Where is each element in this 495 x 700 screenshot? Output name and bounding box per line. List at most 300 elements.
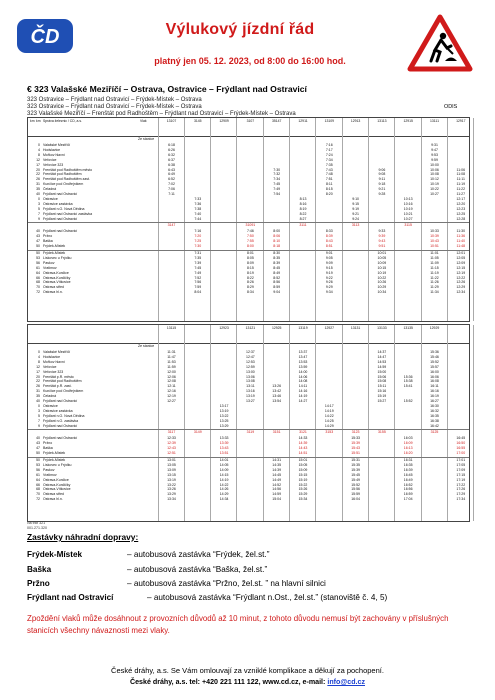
time-cell: 12:19 [167,394,176,399]
time-cell: 14:29 [324,423,334,428]
km-cell: 22 [36,172,40,177]
km-cell: 72 [36,497,40,502]
station-name: Frýdlant nad Ostravicí [43,192,78,196]
km-cell: 26 [36,384,40,389]
time-cell: 16:20 [403,451,413,456]
odis-label: ODIS [444,104,458,110]
time-cell: 16:50 [456,441,466,446]
time-cell: 11:15 [430,265,439,270]
train-number: 35147 [271,119,282,123]
train-number: 12927 [324,326,335,330]
time-cell: 15:15 [298,472,308,477]
time-cell: 12:00 [167,369,176,374]
km-cell: 53 [36,462,40,467]
time-cell: 15:52 [430,359,439,364]
time-cell: 9:47 [431,147,438,152]
direction-label: Ze stanice [138,344,155,348]
time-cell: 9:15 [325,265,333,270]
time-cell: 6:37 [168,157,175,162]
roadwork-warning-icon [407,14,473,72]
time-cell: 12:08 [167,379,176,384]
time-cell: 8:22 [246,275,254,280]
station-name: Ostravice [43,403,58,408]
station-name: Kunčice pod Ondřejníkem [43,182,84,187]
contact-text: České dráhy, a.s. tel: +420 221 111 122, www.cd.cz, e-mail: [129,678,328,686]
route-subline: 323 Ostravice – Frýdlant nad Ostravicí – Frýdek-Místek – Ostrava [27,104,202,110]
time-cell: 16:55 [456,446,466,451]
time-cell: 15:51 [351,451,360,456]
time-cell: 17:09 [456,467,466,472]
time-cell: 9:33 [378,229,386,234]
km-cell: 47 [36,239,40,244]
time-cell: 12:28 [456,216,466,221]
time-cell: 12:33 [167,436,176,441]
time-cell: 8:11 [326,182,333,187]
time-cell: 13:09 [167,467,176,472]
time-cell: 7:43 [325,167,333,172]
time-cell: 7:48 [325,172,333,177]
station-name: Vratimov [43,265,57,270]
time-cell: 7:38 [194,206,202,211]
bus-train-number: 3117 [167,430,176,435]
time-cell: 16:35 [403,462,413,467]
station-name: Pržno [43,234,53,239]
time-cell: 10:16 [403,201,413,206]
time-cell: 13:19 [246,394,255,399]
time-cell: 11:36 [456,234,466,239]
station-name: Frenštát pod Radhoštěm [43,172,82,177]
time-cell: 16:13 [403,446,413,451]
time-cell: 9:21 [352,211,359,216]
station-name: Ostrava hl.n. [43,497,63,502]
km-label: km [30,119,35,123]
time-cell: 13:33 [219,436,229,441]
time-cell: 7:11 [168,192,175,196]
time-cell: 11:08 [456,172,466,177]
time-cell: 7:35 [325,162,333,167]
time-cell: 14:37 [377,350,387,354]
time-cell: 11:06 [456,167,466,172]
time-cell: 9:09 [325,260,333,265]
km-cell: 66 [36,275,40,280]
km-cell: 0 [38,350,40,354]
station-name: Frýdlant n.O. Nová Dědina [43,206,85,211]
time-cell: 13:27 [246,399,255,403]
time-cell: 12:39 [167,441,176,446]
km-cell: 64 [36,477,40,482]
station-name: Frýdlant nad Ostravicí [43,399,78,403]
bus-train-number: 3151 [272,430,281,435]
time-cell: 8:56 [273,280,281,285]
km-cell: 12 [36,364,40,369]
km-cell: 3 [38,201,40,206]
time-cell: 15:08 [377,379,387,384]
time-cell: 15:34 [298,497,308,502]
time-cell: 9:51 [378,244,386,249]
station-name: Ostravice [43,196,58,201]
station-name: Veřovice 323 [43,369,64,374]
time-cell: 17:29 [456,492,466,497]
km-cell: 68 [36,280,40,285]
email-link[interactable]: info@cd.cz [327,678,366,686]
timetable-header [28,118,469,137]
time-cell: 8:43 [325,239,333,244]
time-cell: 9:10 [352,196,359,201]
time-cell: 11:22 [430,275,439,280]
time-cell: 16:08 [430,379,439,384]
time-cell: 8:19 [299,206,307,211]
km-cell: 68 [36,487,40,492]
train-number: 13119 [298,326,308,330]
route-subline: 323 Ostravice – Frýdlant nad Ostravicí – Frýdek-Místek – Ostrava [27,97,202,103]
time-cell: 15:45 [351,472,360,477]
time-cell: 14:08 [298,379,308,384]
time-cell: 12:47 [246,354,255,359]
time-cell: 10:51 [430,244,439,249]
time-cell: 8:00 [273,229,281,234]
contact-line [0,678,495,686]
table-row [28,451,469,456]
time-cell: 12:25 [456,211,466,216]
time-cell: 7:30 [194,244,202,249]
time-cell: 14:17 [324,403,334,408]
time-cell: 16:31 [403,458,413,462]
time-cell: 8:35 [273,255,281,260]
station-name: Ostrava střed [43,285,65,290]
time-cell: 8:10 [273,239,281,244]
table-row [28,497,469,502]
km-cell: 20 [36,167,40,172]
time-cell: 16:30 [430,403,439,408]
time-cell: 14:49 [272,477,282,482]
station-name: Frýdlant nad Ostravicí [43,436,78,441]
time-cell: 14:39 [272,467,282,472]
station-name: Frýdek-Místek [43,244,66,249]
time-cell: 15:57 [430,364,439,369]
train-number: 13133 [377,326,387,330]
time-cell: 10:43 [430,239,439,244]
station-name: Frenštát pod Radhoštěm město [43,167,93,172]
km-cell: 31 [36,182,40,187]
stop-description: – autobusová zastávka “Frýdlant n.Ost., žel.st.” (stanoviště č. 4, 5) [147,593,388,602]
km-cell: 7 [38,418,40,423]
time-cell: 10:21 [403,211,413,216]
time-cell: 11:01 [430,251,439,255]
km-cell: 9 [38,216,40,221]
bus-train-number: 3119 [246,430,255,435]
time-cell: 16:32 [430,408,439,413]
train-number: 13111 [430,119,439,123]
time-cell: 14:27 [298,399,308,403]
time-cell: 10:13 [403,196,413,201]
time-cell: 7:25 [194,239,202,244]
time-cell: 12:16 [167,389,176,394]
time-cell: 15:59 [351,492,360,497]
km-cell: 66 [36,482,40,487]
station-name: Kunčice pod Ondřejníkem [43,389,84,394]
train-number: 13109 [324,119,335,123]
timetable-bottom [27,324,470,522]
time-cell: 8:45 [273,265,281,270]
time-cell: 13:17 [219,403,229,408]
logo-text: ČD [30,26,60,48]
time-cell: 7:24 [325,152,333,157]
time-cell: 15:36 [403,374,413,379]
time-cell: 10:12 [430,177,439,182]
km-cell: 40 [36,192,40,196]
time-cell: 11:31 [167,350,176,354]
time-cell: 6:32 [168,152,175,157]
station-name: Veřovice 323 [43,162,64,167]
time-cell: 10:19 [430,182,439,187]
station-name: Frýdek-Místek [43,251,66,255]
time-cell: 16:19 [430,394,439,399]
time-cell: 14:11 [298,384,308,389]
time-cell: 7:16 [325,143,333,147]
train-number: 12913 [350,119,361,123]
direction-label: Ze stanice [138,137,155,141]
time-cell: 14:39 [298,441,308,446]
station-name: Valašské Meziříčí [43,350,71,354]
time-cell: 12:59 [246,364,255,369]
station-name: Frenštát p.R. město [43,374,74,379]
time-cell: 12:29 [456,285,466,290]
time-cell: 16:09 [403,441,413,446]
time-cell: 16:45 [403,472,413,477]
time-cell: 7:02 [168,182,175,187]
station-name: Frýdlant nad Ostravicí [43,229,78,234]
time-cell: 9:04 [273,290,281,295]
time-cell: 8:39 [325,234,333,239]
km-cell: 50 [36,451,40,456]
time-cell: 14:33 [298,436,308,441]
train-number: 12915 [403,119,413,123]
time-cell: 7:17 [325,147,333,152]
stop-name: Pržno [27,579,50,588]
time-cell: 12:22 [456,275,466,280]
bus-train-number: 3115 [404,223,412,228]
time-cell: 14:22 [219,482,229,487]
time-cell: 8:04 [194,290,202,295]
time-cell: 14:59 [272,492,282,497]
time-cell: 14:52 [272,482,282,487]
train-number: 13115 [166,326,177,330]
time-cell: 16:49 [403,477,413,482]
time-cell: 11:22 [456,187,466,192]
km-cell: 22 [36,379,40,384]
time-cell: 15:26 [298,487,308,492]
km-cell: 8 [38,152,40,157]
km-cell: 43 [36,441,40,446]
time-cell: 12:17 [456,196,466,201]
time-cell: 17:15 [456,472,466,477]
station-name: Hodslavice [43,147,61,152]
time-cell: 15:31 [351,458,360,462]
km-cell: 7 [38,211,40,216]
time-cell: 8:52 [273,275,281,280]
time-cell: 15:01 [298,458,308,462]
time-cell: 15:35 [351,462,360,467]
time-cell: 17:05 [456,462,466,467]
time-cell: 8:15 [246,265,254,270]
km-label: km [36,119,41,123]
time-cell: 14:19 [219,477,229,482]
time-cell: 10:19 [377,270,387,275]
km-cell: 72 [36,290,40,295]
station-name: Ostrava-Vítkovice [43,487,71,492]
time-cell: 14:19 [298,394,308,399]
time-cell: 14:45 [272,472,282,477]
time-cell: 7:44 [194,216,202,221]
station-name: Valašské Meziříčí [43,143,71,147]
bus-train-number: 3147 [167,223,176,228]
time-cell: 8:01 [246,251,254,255]
time-cell: 17:22 [456,482,466,487]
time-cell: 7:39 [194,260,202,265]
station-name: Paskov [43,260,55,265]
time-cell: 8:19 [246,270,254,275]
time-cell: 12:23 [456,206,466,211]
time-cell: 12:09 [456,260,466,265]
time-cell: 10:34 [377,290,387,295]
time-cell: 13:08 [246,379,255,384]
time-cell: 14:00 [298,369,308,374]
time-cell: 15:39 [351,467,360,472]
station-name: Ostravice zastávka [43,201,73,206]
train-number: 3107 [246,119,255,123]
train-number: 13121 [245,326,256,330]
km-cell: 61 [36,472,40,477]
time-cell: 8:09 [246,260,254,265]
time-cell: 7:45 [194,265,202,270]
train-number: 13107 [166,119,177,123]
time-cell: 12:15 [456,265,466,270]
time-cell: 15:36 [430,350,439,354]
train-number: 13131 [350,326,361,330]
time-cell: 16:03 [403,436,413,441]
time-cell: 7:16 [194,229,202,234]
time-cell: 7:49 [194,270,202,275]
time-cell: 12:19 [456,270,466,275]
bus-train-number: 3149 [193,430,202,435]
km-cell: 26 [36,177,40,182]
time-cell: 15:04 [272,497,282,502]
time-cell: 14:51 [298,451,308,456]
stop-name: Frýdek-Místek [27,550,83,559]
time-cell: 13:05 [167,462,176,467]
time-cell: 13:19 [167,477,176,482]
time-cell: 13:51 [219,451,229,456]
time-cell: 17:26 [456,487,466,492]
time-cell: 13:15 [167,472,176,477]
station-name: Frýdlant n.O. Nová Dědina [43,413,85,418]
time-cell: 8:06 [273,234,281,239]
train-number: 13113 [377,119,387,123]
station-name: Frenštát pod Radhoštěm zast. [43,177,90,182]
bus-train-number: 3125 [430,430,439,435]
time-cell: 9:59 [431,157,438,162]
time-cell: 12:01 [456,251,466,255]
time-cell: 12:20 [456,201,466,206]
train-number: 12925 [271,326,282,330]
time-cell: 7:33 [194,196,202,201]
time-cell: 13:34 [167,497,176,502]
time-cell: 9:21 [378,187,386,192]
time-cell: 8:13 [299,196,307,201]
time-cell: 14:35 [272,462,282,467]
station-name: Veřovice [43,157,57,162]
km-cell: 56 [36,260,40,265]
km-cell: 47 [36,446,40,451]
km-cell: 50 [36,458,40,462]
time-cell: 13:37 [298,350,308,354]
time-cell: 16:06 [430,374,439,379]
time-cell: 7:36 [194,201,202,206]
cd-logo [16,18,74,54]
time-cell: 13:11 [246,384,255,389]
km-cell: 4 [38,147,40,152]
time-cell: 15:11 [377,384,387,389]
station-name: Vratimov [43,472,57,477]
time-cell: 13:53 [298,359,308,364]
km-cell: 31 [36,389,40,394]
time-cell: 7:59 [194,285,202,290]
station-name: Baška [43,239,53,244]
time-cell: 8:05 [246,255,254,260]
station-name: Frýdek-Místek [43,458,66,462]
km-cell: 43 [36,234,40,239]
replacement-bus-row [28,223,469,228]
time-cell: 13:26 [167,487,176,492]
time-cell: 9:26 [325,280,333,285]
km-cell: 50 [36,251,40,255]
time-cell: 7:45 [273,182,281,187]
time-cell: 17:34 [456,497,466,502]
replacement-bus-row [28,430,469,435]
station-name: Baška [43,446,53,451]
station-name: Pržno [43,441,53,446]
time-cell: 13:29 [219,423,229,428]
table-row [28,217,469,222]
time-cell: 8:27 [299,216,307,221]
time-cell: 12:26 [456,280,466,285]
time-cell: 9:15 [352,201,359,206]
time-cell: 7:55 [246,239,254,244]
time-cell: 10:29 [377,285,387,290]
time-cell: 15:27 [377,399,387,403]
direction-row [28,137,469,142]
time-cell: 15:39 [351,441,360,446]
time-cell: 15:29 [298,492,308,497]
time-cell: 15:16 [377,389,387,394]
stop-name: Frýdlant nad Ostravicí [27,593,114,602]
table-row [28,290,469,295]
time-cell: 14:01 [219,458,229,462]
time-cell: 14:06 [298,374,308,379]
time-cell: 9:29 [325,285,333,290]
time-cell: 15:49 [351,477,360,482]
operator-label: Správa železnic / CD, a.s. [43,119,83,123]
time-cell: 7:34 [325,157,333,162]
time-cell: 14:25 [324,418,334,423]
time-cell: 16:56 [403,487,413,492]
time-cell: 8:51 [325,244,333,249]
bus-train-number: 3153 [325,430,334,435]
time-cell: 7:06 [168,187,175,192]
station-name: Mořkov hlavní [43,359,65,364]
km-cell: 53 [36,255,40,260]
time-cell: 10:39 [430,234,439,239]
